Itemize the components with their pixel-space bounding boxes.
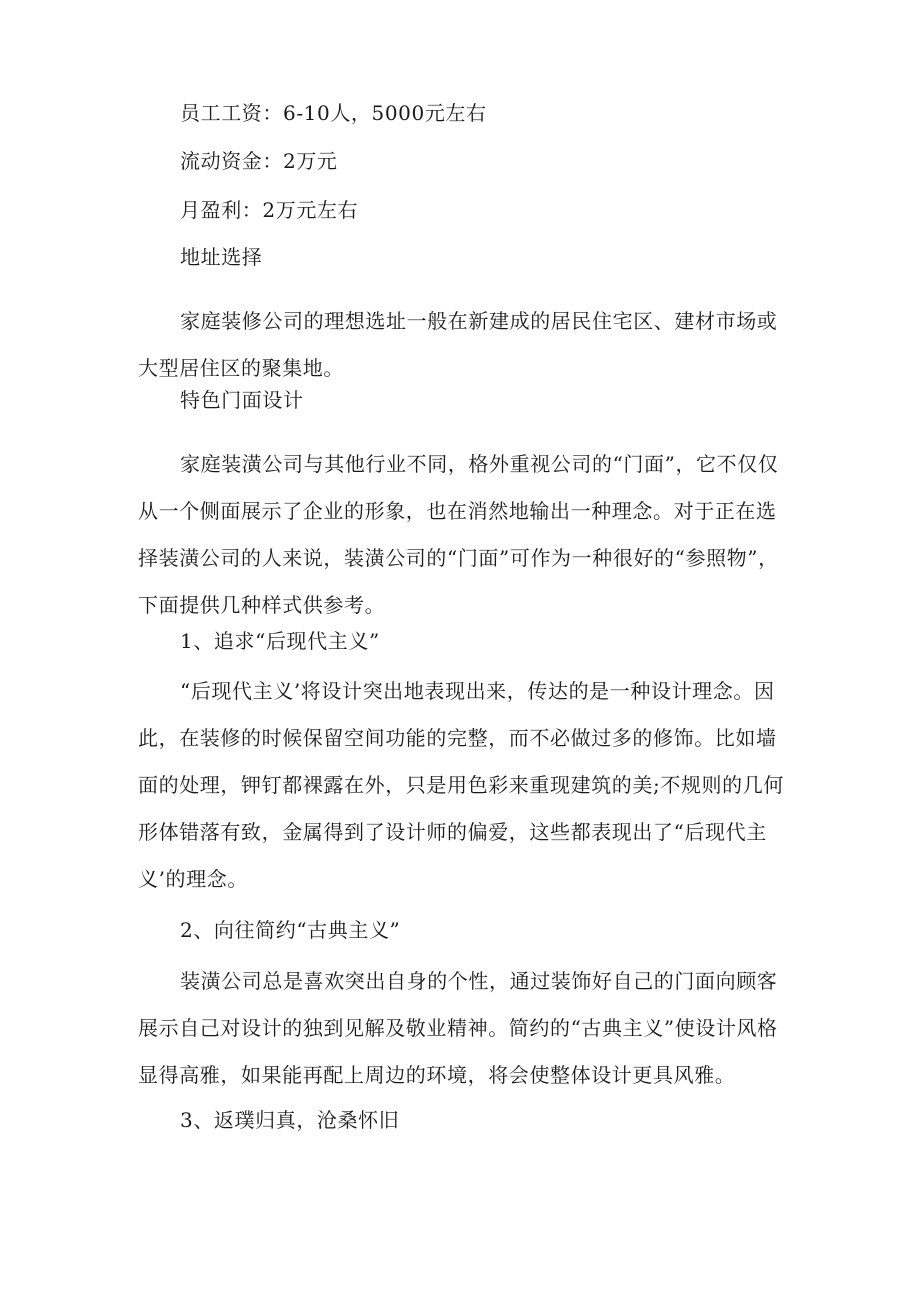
section1-heading: 1、追求“后现代主义” [180, 629, 380, 653]
address-paragraph: 家庭装修公司的理想选址一般在新建成的居民住宅区、建材市场或大型居住区的聚集地。 [138, 309, 778, 380]
address-heading: 地址选择 [180, 245, 263, 269]
salary-line: 员工工资：6-10人，5000元左右 [180, 101, 487, 125]
monthly-profit-line: 月盈利：2万元左右 [180, 198, 359, 222]
section1-paragraph: “后现代主义’将设计突出地表现出来，传达的是一种设计理念。因此，在装修的时候保留空间功能的完整，而不必做过多的修饰。比如墙面的处理，钾钉都裸露在外，只是用色彩来重现建筑的美;不规则的几何形体错落有致，金属得到了设计师的偏爱，这些都表现出了“后现代主义’的理念。 [138, 679, 784, 891]
storefront-heading: 特色门面设计 [180, 388, 304, 412]
storefront-paragraph: 家庭装潢公司与其他行业不同，格外重视公司的“门面”，它不仅仅从一个侧面展示了企业的形象，也在消然地输出一种理念。对于正在选择装潢公司的人来说，装潢公司的“门面”可作为一种很好的“参照物”，下面提供几种样式供参考。 [138, 452, 779, 617]
section2-paragraph: 装潢公司总是喜欢突出自身的个性，通过装饰好自己的门面向顾客展示自己对设计的独到见解及敬业精神。简约的“古典主义”使设计风格显得高雅，如果能再配上周边的环境，将会使整体设计更具风雅。 [138, 969, 778, 1087]
section3-heading: 3、返璞归真，沧桑怀旧 [180, 1108, 400, 1132]
working-capital-line: 流动资金：2万元 [180, 149, 338, 173]
section2-heading: 2、向往简约“古典主义” [180, 918, 401, 942]
